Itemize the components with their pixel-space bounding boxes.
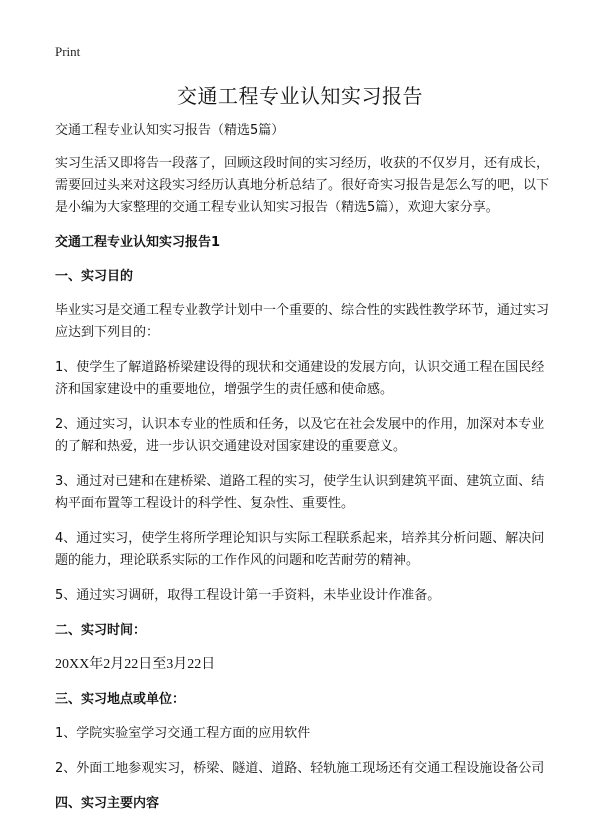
purpose-item: 5、通过实习调研，取得工程设计第一手资料，未毕业设计作准备。	[55, 588, 441, 603]
print-link[interactable]: Print	[55, 44, 81, 59]
section-heading-purpose: 一、实习目的	[55, 269, 134, 284]
purpose-item: 2、通过实习，认识本专业的性质和任务，以及它在社会发展中的作用，加深对本专业的了解和热爱，进一步认识交通建设对国家建设的重要意义。	[55, 417, 545, 454]
document-body	[55, 120, 550, 827]
purpose-item: 4、通过实习，使学生将所学理论知识与实际工程联系起来，培养其分析问题、解决问题的能力，理论联系实际的工作作风的问题和吃苦耐劳的精神。	[55, 531, 545, 568]
section-heading-content: 四、实习主要内容	[55, 796, 160, 811]
intro-paragraph: 实习生活又即将告一段落了，回顾这段时间的实习经历，收获的不仅岁月，还有成长，需要回过头来对这段实习经历认真地分析总结了。很好奇实习报告是怎么写的吧，以下是小编为大家整理的交通工程专业认知实习报告（精选5篇），欢迎大家分享。	[55, 156, 550, 215]
internship-date-range: 20XX年2月22日至3月22日	[55, 657, 216, 672]
purpose-intro-paragraph: 毕业实习是交通工程专业教学计划中一个重要的、综合性的实践性教学环节，通过实习应达到下列目的：	[55, 303, 550, 340]
document-subtitle: 交通工程专业认知实习报告（精选5篇）	[55, 123, 285, 138]
purpose-item: 1、使学生了解道路桥梁建设得的现状和交通建设的发展方向，认识交通工程在国民经济和国家建设中的重要地位，增强学生的责任感和使命感。	[55, 360, 545, 397]
location-item: 1、学院实验室学习交通工程方面的应用软件	[55, 726, 311, 741]
report-title: 交通工程专业认知实习报告1	[55, 235, 221, 250]
section-heading-location: 三、实习地点或单位：	[55, 692, 186, 707]
section-heading-time: 二、实习时间：	[55, 623, 147, 638]
purpose-item: 3、通过对已建和在建桥梁、道路工程的实习，使学生认识到建筑平面、建筑立面、结构平面布置等工程设计的科学性、复杂性、重要性。	[55, 474, 545, 511]
location-item: 2、外面工地参观实习，桥梁、隧道、道路、轻轨施工现场还有交通工程设施设备公司	[55, 761, 545, 776]
page-title: 交通工程专业认知实习报告	[177, 84, 423, 108]
